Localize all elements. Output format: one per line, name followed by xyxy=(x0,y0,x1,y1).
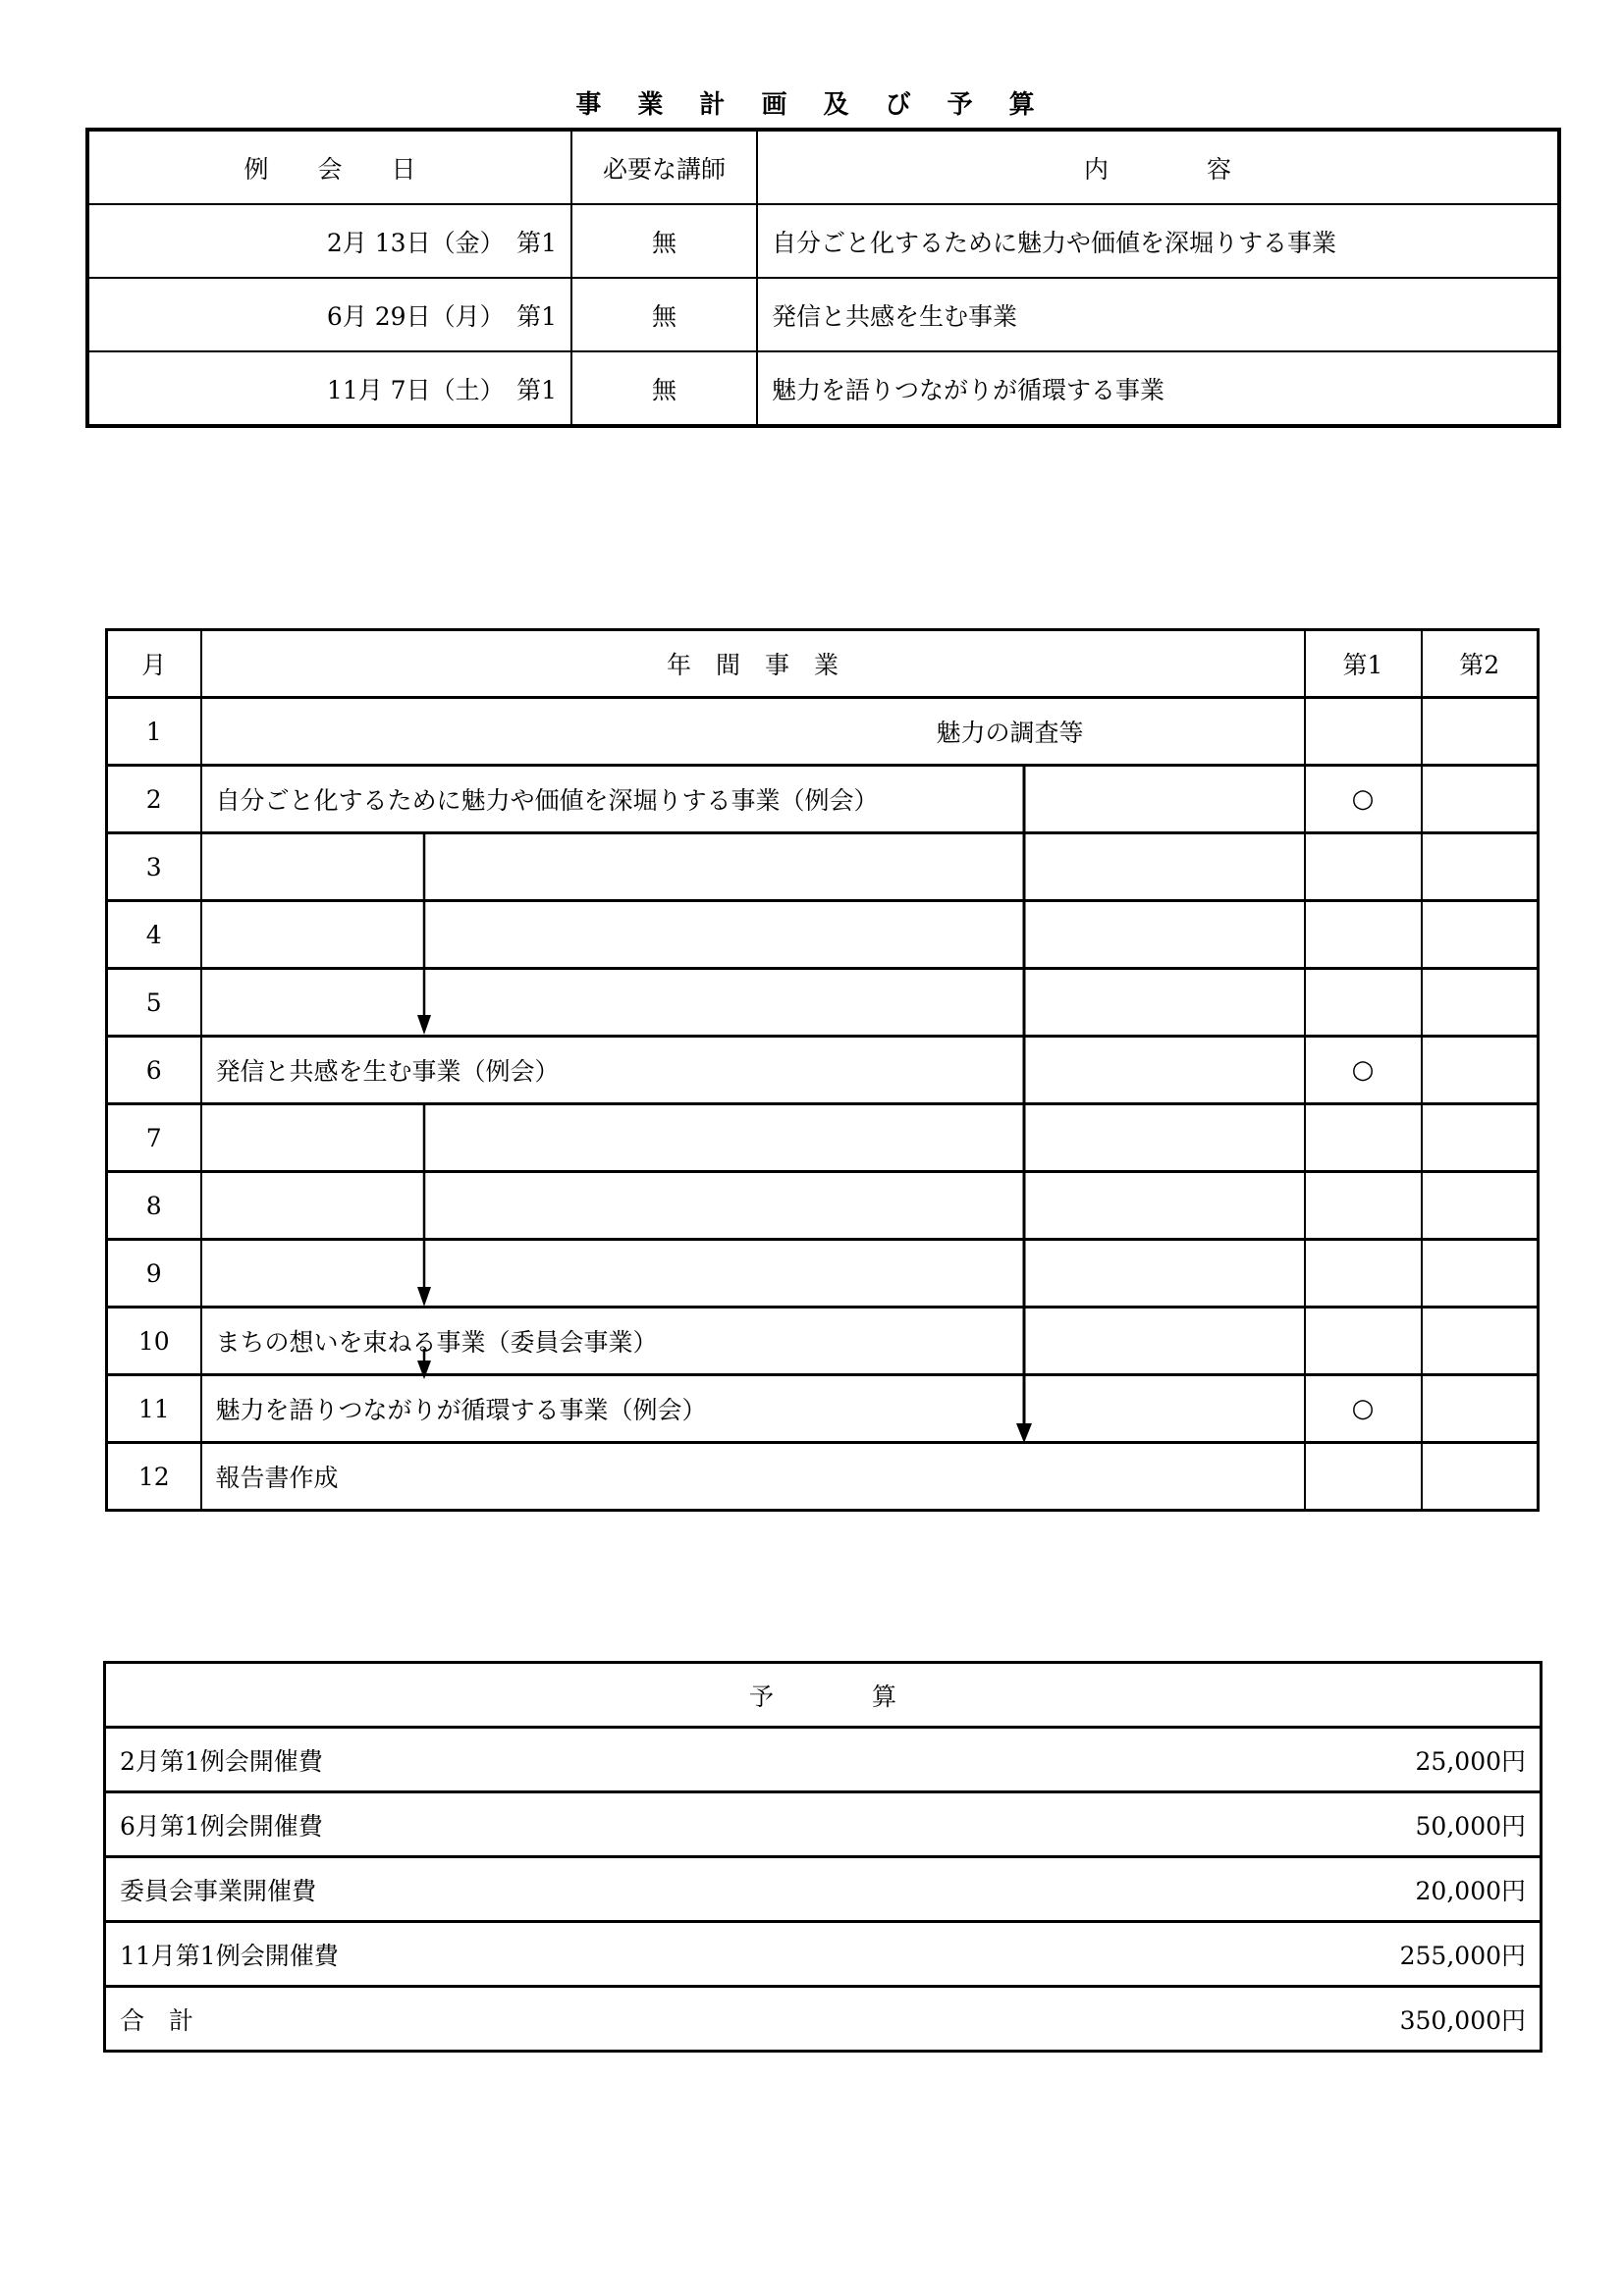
budget-item-label: 11月第1例会開催費 xyxy=(105,1922,989,1987)
second-check xyxy=(1422,833,1539,901)
event-cell xyxy=(201,1240,1305,1308)
second-check xyxy=(1422,1037,1539,1104)
header-second: 第2 xyxy=(1422,630,1539,698)
header-month: 月 xyxy=(107,630,201,698)
budget-item-label: 委員会事業開催費 xyxy=(105,1857,989,1922)
first-check xyxy=(1305,833,1422,901)
second-check xyxy=(1422,1104,1539,1172)
event-cell xyxy=(201,969,1305,1037)
second-check xyxy=(1422,969,1539,1037)
table-row xyxy=(87,278,1559,351)
month-cell: 1 xyxy=(107,698,201,766)
month-cell: 6 xyxy=(107,1037,201,1104)
table-row xyxy=(107,766,1539,833)
meeting-content: 発信と共感を生む事業 xyxy=(757,278,1559,351)
event-cell: 自分ごと化するために魅力や価値を深堀りする事業（例会） xyxy=(201,766,1305,833)
month-cell: 11 xyxy=(107,1375,201,1443)
month-cell: 3 xyxy=(107,833,201,901)
meeting-date: 11月 7日（土） 第1 xyxy=(87,351,571,426)
budget-header: 予 算 xyxy=(105,1663,1542,1728)
meeting-date: 6月 29日（月） 第1 xyxy=(87,278,571,351)
budget-item-label: 6月第1例会開催費 xyxy=(105,1792,989,1857)
second-check xyxy=(1422,1375,1539,1443)
budget-item-amount: 25,000円 xyxy=(989,1728,1542,1792)
table-row xyxy=(107,1443,1539,1511)
first-check: ○ xyxy=(1305,766,1422,833)
table-row xyxy=(107,1037,1539,1104)
event-cell: 報告書作成 xyxy=(201,1443,1305,1511)
event-cell xyxy=(201,901,1305,969)
table-row xyxy=(107,833,1539,901)
lecturer-required: 無 xyxy=(571,278,757,351)
table-row xyxy=(107,1172,1539,1240)
budget-table xyxy=(103,1661,1543,2053)
first-check xyxy=(1305,1172,1422,1240)
budget-item-label: 2月第1例会開催費 xyxy=(105,1728,989,1792)
second-check xyxy=(1422,698,1539,766)
table-row xyxy=(107,901,1539,969)
table-row xyxy=(105,1922,1542,1987)
table-row xyxy=(105,1792,1542,1857)
header-annual-events: 年 間 事 業 xyxy=(201,630,1305,698)
first-check: ○ xyxy=(1305,1037,1422,1104)
meeting-content: 魅力を語りつながりが循環する事業 xyxy=(757,351,1559,426)
table-row xyxy=(107,1375,1539,1443)
table-row xyxy=(105,1728,1542,1792)
header-lecturer: 必要な講師 xyxy=(571,130,757,204)
table-row xyxy=(107,1104,1539,1172)
first-check xyxy=(1305,1308,1422,1375)
first-check xyxy=(1305,1104,1422,1172)
table-row xyxy=(87,204,1559,278)
month-cell: 5 xyxy=(107,969,201,1037)
table-row xyxy=(107,969,1539,1037)
budget-total-amount: 350,000円 xyxy=(989,1987,1542,2052)
event-cell: 魅力を語りつながりが循環する事業（例会） xyxy=(201,1375,1305,1443)
annual-plan-table xyxy=(105,628,1540,1512)
budget-item-amount: 50,000円 xyxy=(989,1792,1542,1857)
table-header-row xyxy=(107,630,1539,698)
month-cell: 10 xyxy=(107,1308,201,1375)
month-cell: 12 xyxy=(107,1443,201,1511)
event-cell xyxy=(201,1172,1305,1240)
month-cell: 4 xyxy=(107,901,201,969)
second-check xyxy=(1422,766,1539,833)
lecturer-required: 無 xyxy=(571,351,757,426)
second-check xyxy=(1422,1443,1539,1511)
second-check xyxy=(1422,1240,1539,1308)
meeting-content: 自分ごと化するために魅力や価値を深堀りする事業 xyxy=(757,204,1559,278)
first-check xyxy=(1305,1240,1422,1308)
event-cell: 魅力の調査等 xyxy=(201,698,1305,766)
event-cell: 発信と共感を生む事業（例会） xyxy=(201,1037,1305,1104)
month-cell: 2 xyxy=(107,766,201,833)
event-cell xyxy=(201,833,1305,901)
second-check xyxy=(1422,1172,1539,1240)
table-row xyxy=(105,1857,1542,1922)
table-header-row xyxy=(87,130,1559,204)
second-check xyxy=(1422,1308,1539,1375)
table-row xyxy=(107,1308,1539,1375)
lecturer-required: 無 xyxy=(571,204,757,278)
header-first: 第1 xyxy=(1305,630,1422,698)
table-row xyxy=(87,351,1559,426)
first-check: ○ xyxy=(1305,1375,1422,1443)
table-row xyxy=(107,698,1539,766)
month-cell: 7 xyxy=(107,1104,201,1172)
first-check xyxy=(1305,698,1422,766)
budget-total-row xyxy=(105,1987,1542,2052)
table-header-row xyxy=(105,1663,1542,1728)
event-cell xyxy=(201,1104,1305,1172)
month-cell: 9 xyxy=(107,1240,201,1308)
budget-item-amount: 255,000円 xyxy=(989,1922,1542,1987)
second-check xyxy=(1422,901,1539,969)
meeting-date: 2月 13日（金） 第1 xyxy=(87,204,571,278)
month-cell: 8 xyxy=(107,1172,201,1240)
first-check xyxy=(1305,1443,1422,1511)
table-row xyxy=(107,1240,1539,1308)
budget-total-label: 合 計 xyxy=(105,1987,989,2052)
meeting-schedule-table xyxy=(85,128,1561,428)
document-title: 事 業 計 画 及 び 予 算 xyxy=(575,90,1049,120)
event-cell: まちの想いを束ねる事業（委員会事業） xyxy=(201,1308,1305,1375)
header-content: 内 容 xyxy=(757,130,1559,204)
budget-item-amount: 20,000円 xyxy=(989,1857,1542,1922)
first-check xyxy=(1305,969,1422,1037)
first-check xyxy=(1305,901,1422,969)
header-meeting-date: 例 会 日 xyxy=(87,130,571,204)
